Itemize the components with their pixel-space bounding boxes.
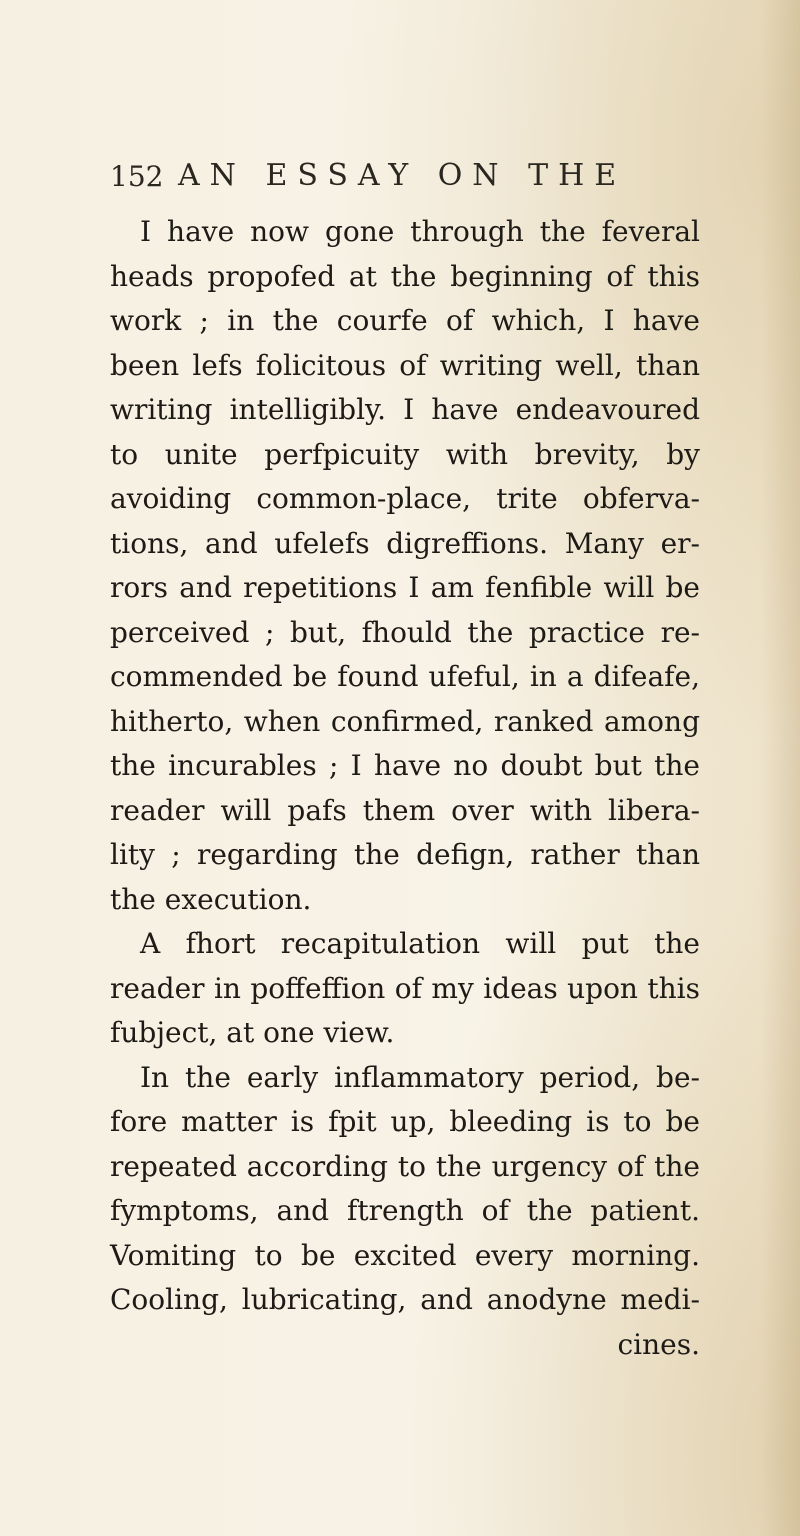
text-line: reader will pafs them over with libera- [110, 793, 700, 827]
text-line: the incurables ; I have no doubt but the [110, 749, 700, 782]
body-text [110, 210, 700, 1367]
page-edge-shading [760, 0, 800, 1536]
text-line: hitherto, when confirmed, ranked among [110, 704, 700, 738]
text-line: to unite perfpicuity with brevity, by [110, 437, 700, 471]
text-line: Vomiting to be excited every morning. [110, 1238, 700, 1272]
text-line: cines. [617, 1327, 700, 1361]
text-line: avoiding common-place, trite obferva- [110, 482, 700, 515]
text-line: tions, and ufelefs digreffions. Many er- [110, 526, 700, 560]
text-line: repeated according to the urgency of the [110, 1149, 700, 1183]
text-line: Cooling, lubricating, and anodyne medi- [110, 1283, 700, 1316]
text-line: In the early inflammatory period, be- [140, 1060, 700, 1094]
text-line: the execution. [110, 882, 312, 916]
text-line: commended be found ufeful, in a difeafe, [110, 660, 700, 693]
text-line: writing intelligibly. I have endeavoured [110, 393, 700, 426]
text-line: work ; in the courfe of which, I have [110, 304, 700, 337]
text-line: fymptoms, and ftrength of the patient. [110, 1194, 700, 1227]
text-line: heads propofed at the beginning of this [110, 259, 700, 293]
page-number: 152 [110, 160, 164, 193]
text-line: reader in poffeffion of my ideas upon this [110, 971, 700, 1005]
text-line: perceived ; but, fhould the practice re- [110, 615, 700, 649]
text-line: rors and repetitions I am fenfible will be [110, 571, 700, 604]
text-line: fubject, at one view. [110, 1016, 395, 1049]
text-line: I have now gone through the feveral [140, 215, 700, 248]
text-line: lity ; regarding the defign, rather than [110, 838, 700, 871]
text-line: fore matter is fpit up, bleeding is to be [110, 1105, 700, 1138]
running-head [110, 158, 730, 198]
text-line: been lefs folicitous of writing well, than [110, 348, 700, 382]
text-line: A fhort recapitulation will put the [140, 927, 700, 960]
running-head-title: AN ESSAY ON THE [178, 158, 627, 193]
